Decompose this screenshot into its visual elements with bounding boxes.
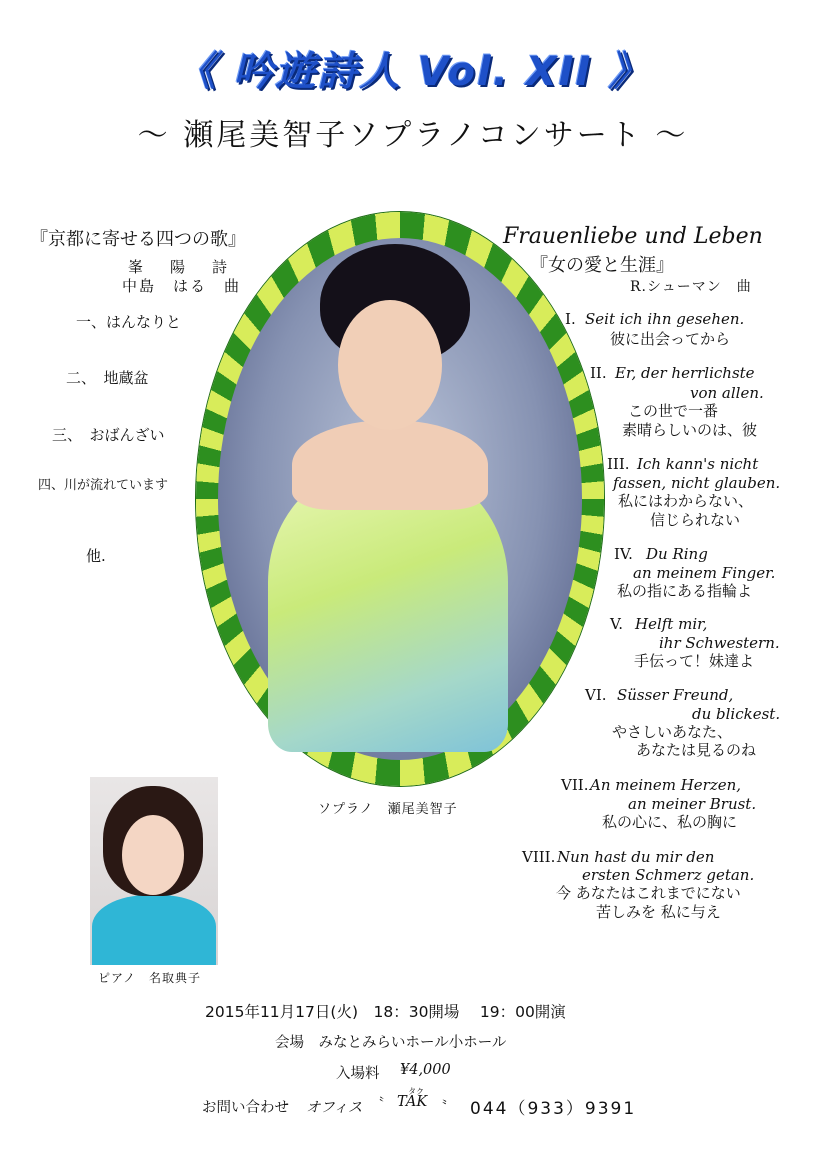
song-number: V. [610,615,623,633]
poster-subtitle: ～ 瀬尾美智子ソプラノコンサート ～ [137,118,689,153]
song-line: Er, der herrlichste [615,364,755,382]
song-line: fassen, nicht glauben. [613,474,781,492]
right-program-title-ja: 『女の愛と生涯』 [530,255,674,276]
poster-title: 《 吟遊詩人 Vol. XII 》 [175,49,651,95]
soprano-caption: ソプラノ 瀬尾美智子 [318,802,458,817]
song-line: この世で一番 [628,402,719,420]
song-number: VIII. [522,848,556,866]
soprano-shoulders [292,420,488,510]
song-line: 私の心に、私の胸に [602,813,738,831]
song-line: 私にはわからない、 [618,492,754,510]
song-line: an meiner Brust. [628,795,757,813]
left-program-composer: 中島 はる 曲 [122,277,242,295]
song-line: Seit ich ihn gesehen. [585,310,745,328]
office-name: TAK [397,1094,428,1110]
song-number: III. [607,455,630,473]
song-line: 彼に出会ってから [610,330,731,348]
song-line: Nun hast du mir den [557,848,715,866]
song-line: Du Ring [646,545,708,563]
pianist-face [122,815,184,895]
price-label: 入場料 [336,1066,380,1082]
song-line: やさしいあなた、 [612,723,733,741]
pianist-caption: ピアノ 名取典子 [98,971,202,985]
left-program-item: 四、川が流れています [38,478,169,493]
price-value: ¥4,000 [400,1062,451,1078]
song-line: an meinem Finger. [633,564,776,582]
song-line: Helft mir, [635,615,708,633]
song-number: IV. [614,545,633,563]
concert-date: 2015年11月17日(火) 18：30開場 19：00開演 [205,1003,566,1021]
soprano-dress [268,470,508,752]
song-line: 素晴らしいのは、彼 [622,421,758,439]
song-line: du blickest. [692,705,781,723]
song-number: VII. [561,776,589,794]
song-line: ersten Schmerz getan. [582,866,755,884]
tak-ruby: タク [408,1087,424,1096]
close-quote: 〟 [442,1092,455,1106]
right-program-title: Frauenliebe und Leben [503,224,763,249]
contact-phone: 044（933）9391 [470,1099,637,1119]
left-program-lyricist: 峯 陽 詩 [128,258,234,276]
office-label: オフィス [306,1100,363,1116]
song-line: An meinem Herzen, [590,776,742,794]
song-line: ihr Schwestern. [659,634,780,652]
right-program-composer: R.シューマン 曲 [630,279,752,295]
left-program-item: 他. [86,547,106,565]
concert-venue: 会場 みなとみらいホール小ホール [275,1035,507,1051]
song-number: II. [590,364,607,382]
song-line: 手伝って！妹達よ [634,652,755,670]
soprano-face [338,300,442,430]
song-line: 信じられない [650,511,741,529]
open-quote: 〝 [372,1096,385,1110]
song-line: Ich kann's nicht [637,455,759,473]
contact-label: お問い合わせ [202,1100,289,1116]
pianist-top [92,895,216,965]
song-line: あなたは見るのね [636,741,757,759]
song-line: 苦しみを 私に与え [596,903,721,921]
song-line: Süsser Freund, [617,686,734,704]
left-program-item: 二、 地蔵盆 [66,369,149,387]
song-line: von allen. [690,384,764,402]
left-program-title: 『京都に寄せる四つの歌』 [30,229,246,250]
song-number: VI. [585,686,607,704]
left-program-item: 三、 おばんざい [52,426,165,444]
left-program-item: 一、はんなりと [76,313,182,331]
song-number: I. [565,310,576,328]
song-line: 今 あなたはこれまでにない [556,884,741,902]
song-line: 私の指にある指輪よ [617,582,753,600]
